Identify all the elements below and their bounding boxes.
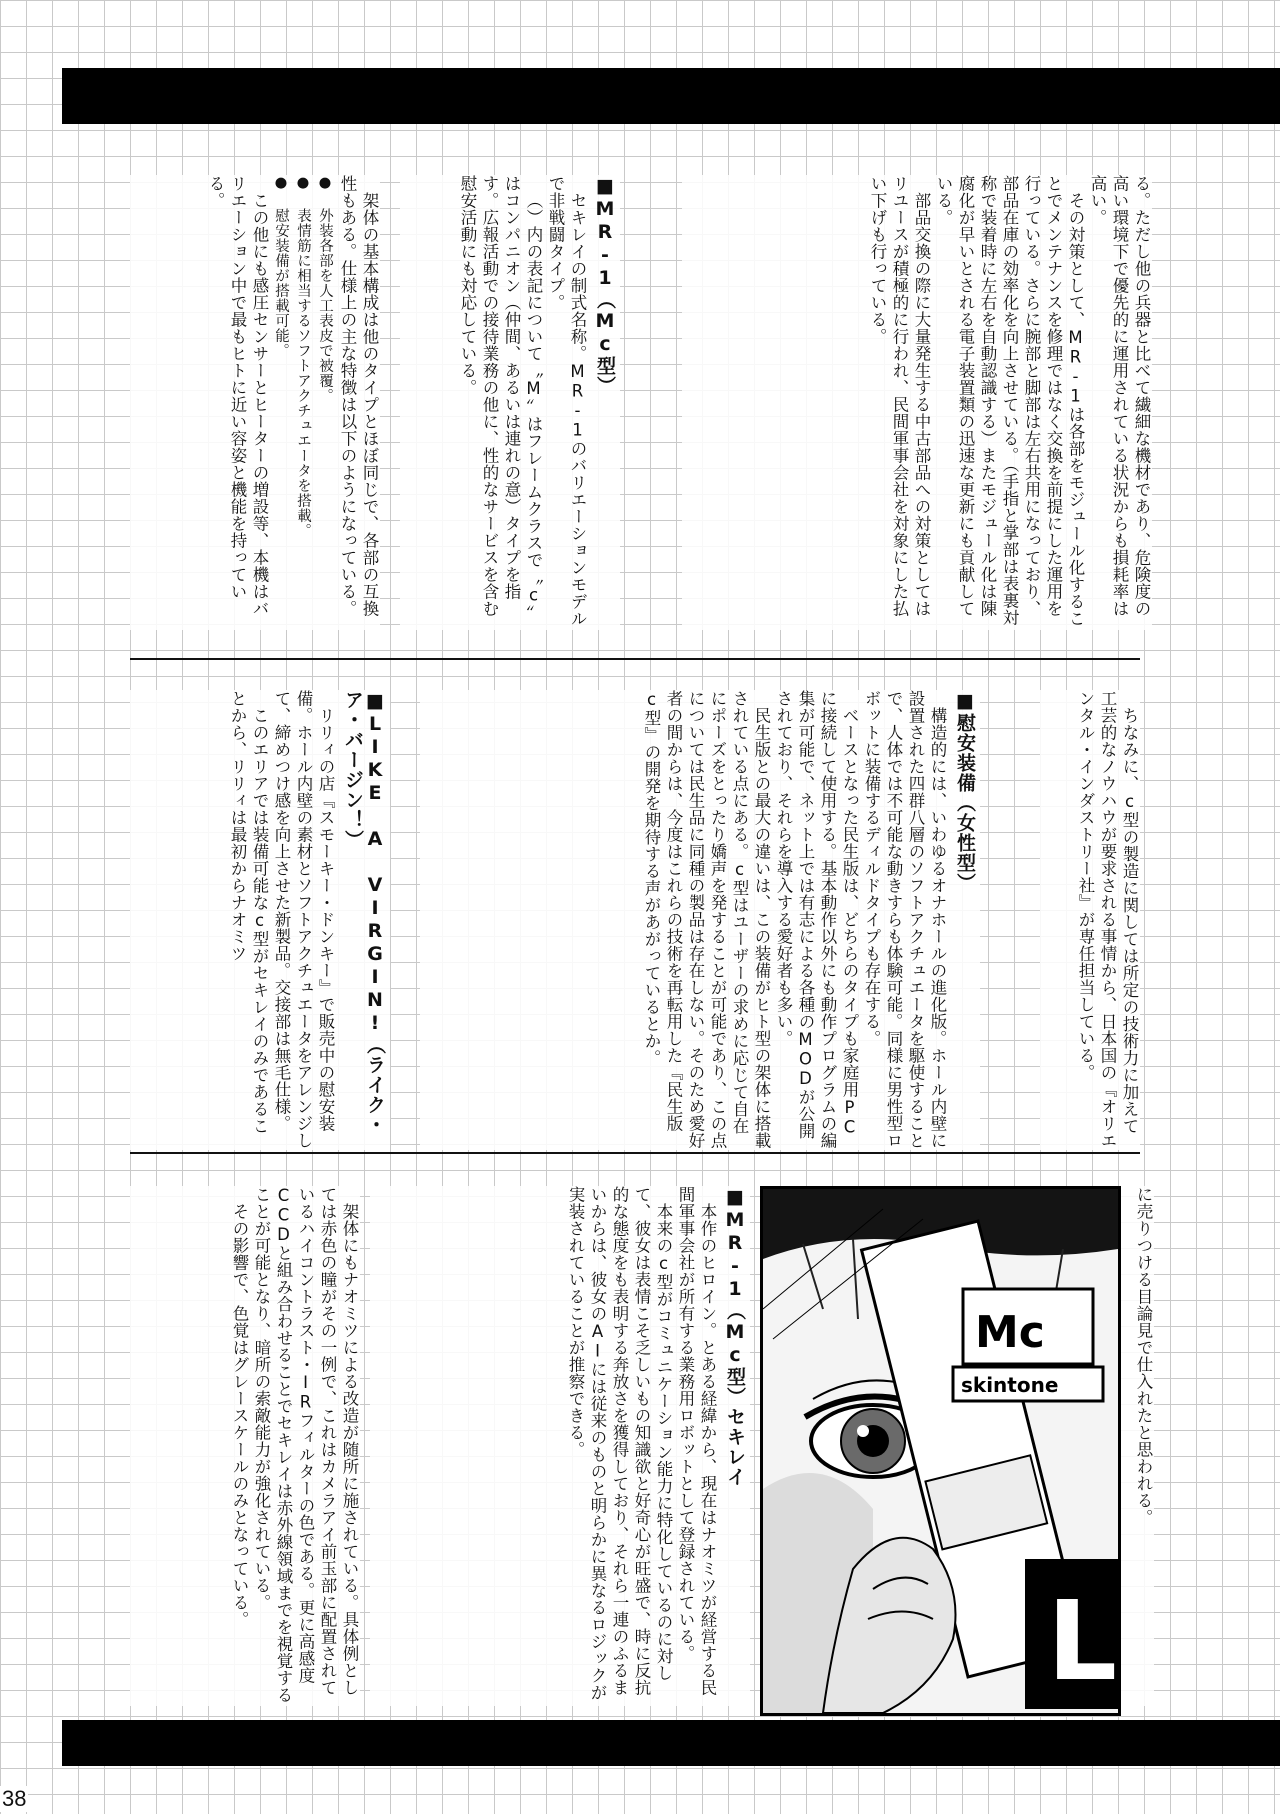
- paragraph: （）内の表記について〝M〟はフレームクラスで〝c〟はコンパニオン（仲間、あるいは連れの意）タイプを指す。広報活動での接待業務の他に、性的なサービスを含む慰安活動にも対応している。: [458, 175, 543, 622]
- label-corner: L: [1047, 1577, 1118, 1705]
- top-black-bar: [62, 68, 1280, 124]
- section-divider: [130, 658, 1140, 660]
- paragraph: その影響で、色覚はグレースケールのみとなっている。: [230, 1202, 249, 1628]
- paragraph: リリィの店『スモーキー・ドンキー』で販売中の慰安装備。ホール内壁の素材とソフトアクチュエータをアレンジして、締めつけ感を向上させた新製品。交接部は無毛仕様。: [272, 690, 335, 1149]
- paragraph: 民生版との最大の違いは、この装備がヒト型の架体に搭載されている点にある。c型はユーザーの求めに応じて自在にポーズをとったり嬌声を発することが可能であり、この点については民生品に同種の製品は存在しない。そのため愛好者の間からは、今度はこれらの技術を再転用した『民生版c型』の開発を期待する声があがっているとか。: [642, 690, 771, 1149]
- row3-column-1: [1118, 1186, 1154, 1706]
- label-small: skintone: [961, 1373, 1059, 1397]
- paragraph: 本来のc型がコミュニケーション能力に特化しているのに対して、彼女は表情こそ乏しいもの知識欲と好奇心が旺盛で、時に反抗的な態度をも表明する奔放さを獲得しており、それら一連のふるまいからは、彼女のAIには従来のものと明らかに異なるロジックが実装されていることが推察できる。: [566, 1186, 673, 1701]
- row3-column-3: [130, 1186, 360, 1706]
- paragraph: 架体にもナオミツによる改造が随所に施されている。具体例としては赤色の瞳がその一例で、これはカメラアイ前玉部に配置されているハイコントラスト・IRフィルターの色である。更に高感度CCDと組み合わせることでセキレイは赤外線領域までを視覚することが可能となり、暗所の索敵能力が強化されている。: [252, 1186, 359, 1704]
- label-big: Mc: [975, 1307, 1045, 1358]
- paragraph: セキレイの制式名称。MR-1のバリエーションモデルで非戦闘タイプ。: [546, 175, 587, 627]
- list-item: ● 慰安装備が搭載可能。: [270, 175, 292, 630]
- section-heading: ■LIKE A VIRGIN!（ライク・ア・バージン！）: [342, 690, 386, 1135]
- paragraph: このエリアでは装備可能なc型がセキレイのみであることから、リリィは最初からナオミツ: [228, 690, 269, 1134]
- section-heading: ■慰安装備（女性型）: [954, 690, 976, 893]
- page-number: 38: [2, 1786, 27, 1811]
- row1-column-2: [400, 175, 620, 630]
- paragraph: に売りつける目論見で仕入れたと思われる。: [1134, 1186, 1153, 1526]
- section-heading: ■MR-1（Mc型）セキレイ: [724, 1186, 746, 1487]
- paragraph: 架体の基本構成は他のタイプとほぼ同じで、各部の互換性もある。仕様上の主な特徴は以下のようになっている。: [338, 175, 379, 617]
- row2-column-2: [420, 690, 980, 1150]
- illustration-panel: [760, 1186, 1121, 1716]
- paragraph: その対策として、MR-1は各部をモジュール化することでメンテナンスを修理ではなく交換を前提にした運用を行っている。さらに腕部と脚部は左右共用になっており、部品在庫の効率化を向上させている。（手指と掌部は表裏対称で装着時に左右を自動認識する）またモジュール化は陳腐化が早いとされる電子装置類の迅速な更新にも貢献している。: [934, 175, 1085, 627]
- list-item: ● 表情筋に相当するソフトアクチュエータを搭載。: [292, 175, 314, 630]
- paragraph: る。ただし他の兵器と比べて繊細な機材であり、危険度の高い環境下で優先的に運用されている状況からも損耗率は高い。: [1088, 175, 1151, 617]
- eye-closeup-illustration: [763, 1189, 1118, 1713]
- paragraph: ベースとなった民生版は、どちらのタイプも家庭用PCに接続して使用する。基本動作以外にも動作プログラムの編集が可能で、ネット上では有志による各種のMODが公開されており、それらを導入する愛好者も多い。: [774, 690, 859, 1149]
- paragraph: ちなみに、c型の製造に関しては所定の技術力に加えて工芸的なノウハウが要求される事情から、日本国の『オリエンタル・インダストリー社』が専任担当している。: [1076, 690, 1139, 1149]
- row1-column-3: [130, 175, 380, 630]
- row2-column-3: [130, 690, 390, 1150]
- row3-column-2: [370, 1186, 750, 1706]
- feature-list: [270, 175, 336, 630]
- list-item: ● 外装各部を人工表皮で被覆。: [314, 175, 336, 630]
- section-heading: ■MR-1（Mc型）: [594, 175, 616, 396]
- row2-column-1: [1040, 690, 1140, 1150]
- section-divider: [130, 1152, 1140, 1154]
- paragraph: 部品交換の際に大量発生する中古部品への対策としてはリユースが積極的に行われ、民間軍事会社を対象にした払い下げも行っている。: [868, 175, 931, 617]
- row1-column-1: [682, 175, 1152, 630]
- paragraph: 本作のヒロイン。とある経緯から、現在はナオミツが経営する民間軍事会社が所有する業務用ロボットとして登録されている。: [676, 1186, 717, 1696]
- bottom-black-bar: [62, 1720, 1280, 1766]
- paragraph: この他にも感圧センサーとヒーターの増設等、本機はバリエーション中で最もヒトに近い容姿と機能を持っている。: [206, 175, 269, 617]
- paragraph: 構造的には、いわゆるオナホールの進化版。ホール内壁に設置された四群八層のソフトアクチュエータを駆使することで、人体では不可能な動きすらも体験可能。同様に男性型ロボットに装備するディルドタイプも存在する。: [862, 690, 947, 1149]
